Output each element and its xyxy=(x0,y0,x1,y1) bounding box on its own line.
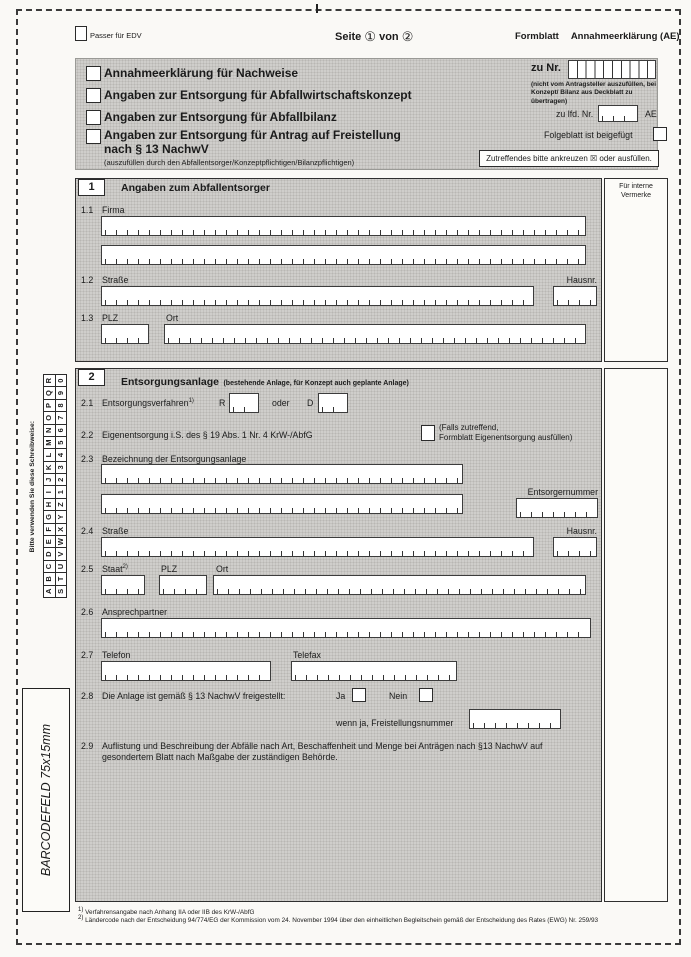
field-2-3-number: 2.3 xyxy=(81,454,94,464)
alphabet-cell: Y xyxy=(55,510,68,523)
bezeichnung-field-line2[interactable] xyxy=(101,494,463,514)
nein-label: Nein xyxy=(389,691,408,701)
zu-nr-field[interactable] xyxy=(568,60,656,79)
ort-field[interactable] xyxy=(164,324,586,344)
option-abfallbilanz-checkbox[interactable] xyxy=(86,110,101,125)
firma-label: Firma xyxy=(102,205,125,215)
section-1-number: 1 xyxy=(78,179,105,196)
alphabet-cell: B xyxy=(43,572,56,585)
option-freistellung-checkbox[interactable] xyxy=(86,129,101,144)
firma-field-line1[interactable] xyxy=(101,216,586,236)
eigenentsorgung-note-line2: Formblatt Eigenentsorgung ausfüllen) xyxy=(439,433,573,442)
seite-label: Seite xyxy=(335,31,362,43)
page-indicator xyxy=(335,29,413,45)
form-title xyxy=(515,31,680,42)
zu-lfd-nr-field[interactable] xyxy=(598,105,638,122)
ansprechpartner-label: Ansprechpartner xyxy=(102,607,168,617)
alphabet-cell: Q xyxy=(43,386,56,399)
alphabet-cell: G xyxy=(43,510,56,523)
alphabet-cell: N xyxy=(43,424,56,437)
form-name: Annahmeerklärung (AE) xyxy=(570,31,680,42)
field-2-1-number: 2.1 xyxy=(81,398,94,408)
alphabet-guide xyxy=(43,375,66,598)
anlage-plz-label: PLZ xyxy=(161,564,178,574)
anlage-ort-label: Ort xyxy=(216,564,229,574)
option-abfallwirtschaftskonzept-checkbox[interactable] xyxy=(86,88,101,103)
freistellungsnummer-label: wenn ja, Freistellungsnummer xyxy=(336,718,454,728)
nein-checkbox[interactable] xyxy=(419,688,433,702)
ae-suffix: AE xyxy=(645,109,657,119)
alphabet-cell: V xyxy=(55,547,68,560)
strasse-field[interactable] xyxy=(101,286,534,306)
alphabet-cell: W xyxy=(55,535,68,548)
folgeblatt-label: Folgeblatt ist beigefügt xyxy=(544,130,633,140)
bezeichnung-field-line1[interactable] xyxy=(101,464,463,484)
telefon-label: Telefon xyxy=(102,650,131,660)
entsorgernummer-field[interactable] xyxy=(516,498,598,518)
eigenentsorgung-note-line1: (Falls zutreffend, xyxy=(439,423,499,432)
anlage-hausnr-label: Hausnr. xyxy=(566,526,597,536)
section-2-number: 2 xyxy=(78,369,105,386)
page-number: ① xyxy=(364,29,377,44)
alphabet-cell: 2 xyxy=(55,473,68,486)
option-freistellung-label-line2: nach § 13 NachwV xyxy=(104,142,209,156)
alphabet-cell: O xyxy=(43,411,56,424)
passer-checkbox[interactable] xyxy=(75,26,87,41)
strasse-label: Straße xyxy=(102,275,129,285)
option-abfallbilanz-label: Angaben zur Entsorgung für Abfallbilanz xyxy=(104,110,337,124)
plz-label: PLZ xyxy=(102,313,119,323)
footnote-ref-2: 2) xyxy=(122,564,128,571)
ort-label: Ort xyxy=(166,313,179,323)
ja-checkbox[interactable] xyxy=(352,688,366,702)
staat-field[interactable] xyxy=(101,575,145,595)
plz-field[interactable] xyxy=(101,324,149,344)
firma-field-line2[interactable] xyxy=(101,245,586,265)
alphabet-cell: U xyxy=(55,560,68,573)
entsorgernummer-label: Entsorgernummer xyxy=(527,487,598,497)
alphabet-cell: D xyxy=(43,547,56,560)
passer-label: Passer für EDV xyxy=(90,31,142,40)
footnote-ref-1: 1) xyxy=(188,398,194,405)
alphabet-row-1 xyxy=(43,375,55,598)
von-label: von xyxy=(379,31,399,43)
alphabet-cell: H xyxy=(43,498,56,511)
alphabet-rotated xyxy=(43,375,66,598)
schreibweise-note-text: Bitte verwenden Sie diese Schreibweise: xyxy=(29,420,36,553)
eigenentsorgung-checkbox[interactable] xyxy=(421,425,435,441)
alphabet-cell: 8 xyxy=(55,399,68,412)
section-2-entsorgungsanlage xyxy=(75,368,602,902)
anlage-strasse-field[interactable] xyxy=(101,537,534,557)
total-pages: ② xyxy=(401,29,414,44)
alphabet-cell: M xyxy=(43,436,56,449)
option-nachweise-checkbox[interactable] xyxy=(86,66,101,81)
freistellungsnummer-field[interactable] xyxy=(469,709,561,729)
footnote-1: $^{1)}$ Verfahrensangabe nach Anhang IIA oder IIB des KrW-/AbfG xyxy=(78,907,255,917)
alphabet-cell: 1 xyxy=(55,485,68,498)
option-abfallwirtschaftskonzept-label: Angaben zur Entsorgung für Abfallwirtschaftskonzept xyxy=(104,88,412,102)
field-2-9-number: 2.9 xyxy=(81,741,94,751)
alphabet-cell: 6 xyxy=(55,424,68,437)
oder-label: oder xyxy=(272,398,290,408)
field-1-2-number: 1.2 xyxy=(81,275,94,285)
verfahren-r-label: R xyxy=(219,398,226,408)
anlage-strasse-label: Straße xyxy=(102,526,129,536)
telefon-field[interactable] xyxy=(101,661,271,681)
barcode-label: BARCODEFELD 75x15mm xyxy=(39,723,53,877)
anlage-plz-field[interactable] xyxy=(159,575,207,595)
option-freistellung-label: Angaben zur Entsorgung für Antrag auf Freistellung xyxy=(104,128,401,142)
hausnr-label: Hausnr. xyxy=(566,275,597,285)
field-2-2-number: 2.2 xyxy=(81,430,94,440)
schreibweise-note xyxy=(26,375,39,598)
field-1-1-number: 1.1 xyxy=(81,205,94,215)
section-2-title: Entsorgungsanlage xyxy=(121,376,220,388)
verfahren-r-field[interactable] xyxy=(229,393,259,413)
alphabet-cell: R xyxy=(43,374,56,387)
alphabet-cell: F xyxy=(43,523,56,536)
barcode-field xyxy=(22,688,70,912)
instruction-box: Zutreffendes bitte ankreuzen ☒ oder ausfüllen. xyxy=(479,150,659,167)
alphabet-cell: E xyxy=(43,535,56,548)
staat-label: Staat$^{2)}$ xyxy=(102,564,128,574)
folgeblatt-checkbox[interactable] xyxy=(653,127,667,141)
verfahren-d-label: D xyxy=(307,398,314,408)
alphabet-cell: 9 xyxy=(55,386,68,399)
alphabet-cell: I xyxy=(43,485,56,498)
zu-nr-note: (nicht vom Antragsteller auszufüllen, bei Konzept/ Bilanz aus Deckblatt zu übertragen) xyxy=(531,81,657,105)
alphabet-cell: 4 xyxy=(55,448,68,461)
field-2-8-number: 2.8 xyxy=(81,691,94,701)
zu-nr-label: zu Nr. xyxy=(531,62,561,74)
alphabet-cell: P xyxy=(43,399,56,412)
alphabet-cell: J xyxy=(43,473,56,486)
internal-notes-box: Für interne Vermerke xyxy=(604,178,668,362)
formblatt-label: Formblatt xyxy=(515,31,559,42)
ansprechpartner-field[interactable] xyxy=(101,618,591,638)
alphabet-cell: 5 xyxy=(55,436,68,449)
telefax-label: Telefax xyxy=(293,650,321,660)
alphabet-cell: S xyxy=(55,585,68,598)
alphabet-cell: 7 xyxy=(55,411,68,424)
register-mark xyxy=(316,4,318,13)
anlage-ort-field[interactable] xyxy=(213,575,586,595)
alphabet-cell: T xyxy=(55,572,68,585)
alphabet-cell: C xyxy=(43,560,56,573)
alphabet-cell: 0 xyxy=(55,374,68,387)
section-2-title-row xyxy=(121,372,409,390)
eigenentsorgung-label: Eigenentsorgung i.S. des § 19 Abs. 1 Nr. 4 KrW-/AbfG xyxy=(102,430,313,440)
internal-notes-box-2 xyxy=(604,368,668,902)
entsorgungsverfahren-label: Entsorgungsverfahren$^{1)}$ xyxy=(102,398,194,408)
alphabet-cell: A xyxy=(43,585,56,598)
alphabet-cell: X xyxy=(55,523,68,536)
anlage-hausnr-field[interactable] xyxy=(553,537,597,557)
freigestellt-label: Die Anlage ist gemäß § 13 NachwV freigestellt: xyxy=(102,691,286,701)
option-nachweise-label: Annahmeerklärung für Nachweise xyxy=(104,66,299,80)
alphabet-cell: 3 xyxy=(55,461,68,474)
form-type-section xyxy=(75,58,658,170)
section-2-title-note: (bestehende Anlage, für Konzept auch geplante Anlage) xyxy=(223,380,409,387)
hausnr-field[interactable] xyxy=(553,286,597,306)
ja-label: Ja xyxy=(336,691,346,701)
field-2-4-number: 2.4 xyxy=(81,526,94,536)
auflistung-text-line2: gesondertem Blatt nach Maßgabe der zuständigen Behörde. xyxy=(102,752,338,762)
field-1-3-number: 1.3 xyxy=(81,313,94,323)
field-2-7-number: 2.7 xyxy=(81,650,94,660)
section-1-title: Angaben zum Abfallentsorger xyxy=(121,182,270,194)
verfahren-d-field[interactable] xyxy=(318,393,348,413)
fill-note: (auszufüllen durch den Abfallentsorger/Konzeptpflichtigen/Bilanzpflichtigen) xyxy=(104,158,355,167)
telefax-field[interactable] xyxy=(291,661,457,681)
bezeichnung-label: Bezeichnung der Entsorgungsanlage xyxy=(102,454,247,464)
alphabet-cell: Z xyxy=(55,498,68,511)
section-1-abfallentsorger xyxy=(75,178,602,362)
field-2-6-number: 2.6 xyxy=(81,607,94,617)
alphabet-cell: L xyxy=(43,448,56,461)
zu-lfd-nr-label: zu lfd. Nr. xyxy=(556,109,594,119)
alphabet-cell: K xyxy=(43,461,56,474)
footnote-2: $^{2)}$ Ländercode nach der Entscheidung 94/774/EG der Kommission vom 24. November 1994 über den einheitlichen Begleitschein gemäß der Entscheidung des Rates (EWG) Nr. 259/93 xyxy=(78,915,599,925)
auflistung-text-line1: Auflistung und Beschreibung der Abfälle nach Art, Beschaffenheit und Menge bei Anträgen nach §13 NachwV auf xyxy=(102,741,543,751)
field-2-5-number: 2.5 xyxy=(81,564,94,574)
alphabet-row-2 xyxy=(55,375,67,598)
